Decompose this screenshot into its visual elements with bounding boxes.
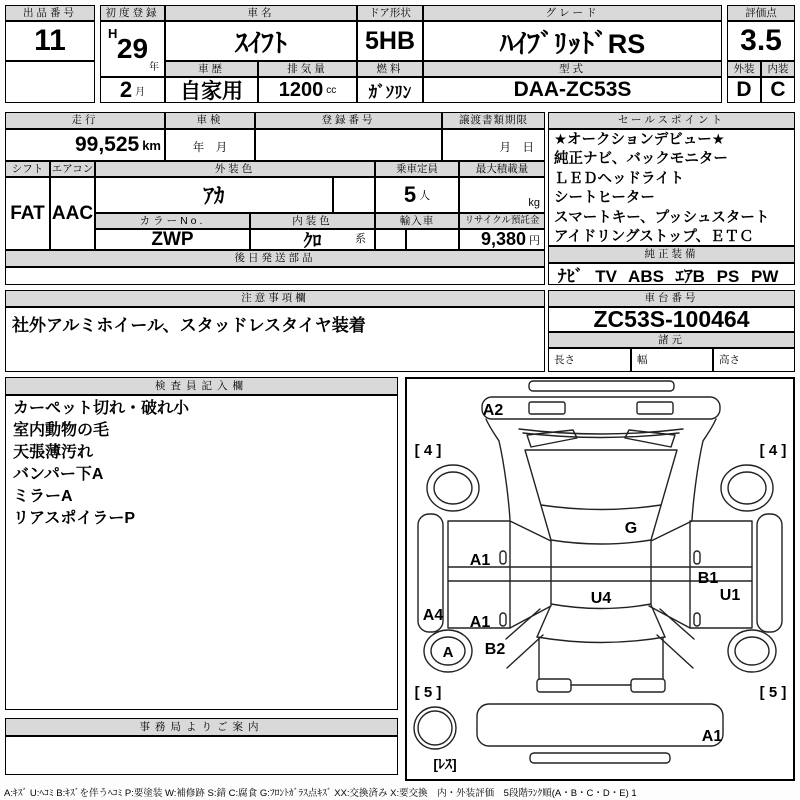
score-header: 評価点 [727,5,795,21]
exterior-color-header: 外装色 [95,161,375,177]
mark-left-quarter: B2 [484,641,506,658]
first-reg-year-cell [100,21,165,77]
specs-header: 諸元 [548,332,795,348]
diagram-border [406,378,794,780]
inspector-line: 天張薄汚れ [13,444,94,461]
capacity-value: 5 [403,182,417,207]
interior-color-value: ｸﾛ [303,230,322,250]
mileage-value: 99,525 [74,133,140,156]
import-header: 輸入車 [375,213,459,229]
notes-body: 社外アルミホイール、スタッドレスタイヤ装着 [5,307,545,372]
shaken-value: 年 月 [165,129,255,161]
car-name-value: ｽｲﾌﾄ [165,21,357,61]
first-reg-month-unit: 月 [135,86,146,98]
recycle-cell [459,229,545,250]
interior-grade-header: 内装 [761,61,795,77]
mark-right-quarter: U1 [719,587,741,604]
office-body [5,736,398,775]
model-code-value: DAA-ZC53S [423,77,722,103]
mileage-cell [5,129,165,161]
inspector-line: ミラーA [13,488,73,505]
interior-color-suffix: 系 [355,233,366,245]
notes-header: 注意事項欄 [5,290,545,307]
sales-point-line: ＬＥＤヘッドライト [554,170,685,187]
mileage-header: 走行 [5,112,165,129]
payload-header: 最大積載量 [459,161,545,177]
grade-header: グレード [423,5,722,21]
displacement-unit: cc [326,84,337,96]
door-value: 5HB [357,21,423,61]
mark-tire-front-left: [ 4 ] [414,442,442,459]
mark-tire-rear-left: [ 5 ] [414,684,442,701]
grade-value: ﾊｲﾌﾞﾘｯﾄﾞRS [423,21,722,61]
reg-number-header: 登録番号 [255,112,442,129]
sales-points-header: セールスポイント [548,112,795,129]
lot-number-empty-cell [5,61,95,103]
mileage-unit: km [142,137,161,153]
chassis-value: ZC53S-100464 [548,307,795,332]
displacement-cell [258,77,357,103]
import-cell-1 [375,229,406,250]
spec-length-cell: 長さ [548,348,631,372]
fuel-value: ｶﾞｿﾘﾝ [357,77,423,103]
sales-point-line: シートヒーター [554,190,655,207]
mark-right-side: B1 [697,570,719,587]
score-value: 3.5 [727,21,795,61]
model-code-header: 型式 [423,61,722,77]
color-no-value: ZWP [95,229,250,250]
office-header: 事務局よりご案内 [5,718,398,736]
inspector-body [5,395,398,710]
ac-header: エアコン [50,161,95,177]
chassis-header: 車台番号 [548,290,795,307]
shift-header: シフト [5,161,50,177]
history-header: 車歴 [165,61,258,77]
inspector-line: リアスポイラーP [13,510,136,527]
exterior-color-empty-cell [333,177,375,213]
inspector-header: 検査員記入欄 [5,377,398,395]
fuel-header: 燃料 [357,61,423,77]
import-cell-2 [406,229,459,250]
recycle-unit: 円 [529,234,540,247]
sales-point-line: 純正ナビ、バックモニター [554,151,728,168]
shift-value: FAT [5,177,50,250]
mark-spare-tire: [ﾚｽ] [433,756,457,772]
transfer-deadline-value: 月 日 [442,129,545,161]
sales-point-line: ★オークションデビュー★ [554,132,725,148]
sales-point-line: スマートキー、プッシュスタート [554,209,770,226]
first-reg-month: 2 [119,77,133,102]
sales-point-line: アイドリングストップ、ＥＴＣ [554,229,754,246]
transfer-deadline-header: 譲渡書類期限 [442,112,545,129]
displacement-value: 1200 [278,78,324,101]
sales-points-body [548,129,795,246]
first-reg-month-cell [100,77,165,103]
later-parts-value [5,267,545,285]
exterior-grade-value: D [727,77,761,103]
later-parts-header: 後日発送部品 [5,250,545,267]
damage-code-legend: A:ｷｽﾞ U:ﾍｺﾐ B:ｷｽﾞを伴うﾍｺﾐ P:要塗装 W:補修跡 S:錆 C:腐食 G:ﾌﾛﾝﾄｶﾞﾗｽ点ｷｽﾞ XX:交換済み X:要交換 内・外装評価 5段階ﾗﾝｸ順(A・B・C・D・E) 1 [4,788,637,799]
first-reg-year-unit: 年 [149,62,159,73]
equipment-value: ﾅﾋﾞ TV ABS ｴｱB PS PW [548,263,795,285]
capacity-unit: 人 [419,190,431,202]
shaken-header: 車検 [165,112,255,129]
interior-grade-value: C [761,77,795,103]
interior-color-cell [250,229,375,250]
first-reg-header: 初度登録 [100,5,165,21]
capacity-header: 乗車定員 [375,161,459,177]
mark-left-sill: A4 [422,607,444,624]
first-reg-year: 29 [116,33,149,64]
displacement-header: 排気量 [258,61,357,77]
inspector-line: 室内動物の毛 [13,422,110,439]
car-name-header: 車名 [165,5,357,21]
payload-unit-cell: kg [459,177,545,213]
mark-tire-rear-right: [ 5 ] [759,684,787,701]
inspector-line: バンパー下A [13,466,104,483]
interior-color-header: 内装色 [250,213,375,229]
mark-tire-front-right: [ 4 ] [759,442,787,459]
capacity-cell [375,177,459,213]
mark-front-bumper: A2 [482,402,504,419]
spec-height-cell: 高さ [713,348,795,372]
mark-roof: U4 [590,590,612,607]
recycle-value: 9,380 [480,229,526,249]
history-value: 自家用 [165,77,258,103]
mark-rear-left-wheel: A [442,644,454,661]
mark-rear-door-left: A1 [469,614,491,631]
inspector-line: カーペット切れ・破れ小 [13,400,190,417]
door-header: ドア形状 [357,5,423,21]
equipment-header: 純正装備 [548,246,795,263]
lot-number-value: 11 [5,21,95,61]
spec-width-cell: 幅 [631,348,713,372]
exterior-color-value: ｱｶ [95,177,333,213]
first-reg-era: H [108,26,118,41]
ac-value: AAC [50,177,95,250]
color-no-header: カラーNo. [95,213,250,229]
exterior-grade-header: 外装 [727,61,761,77]
lot-number-header: 出品番号 [5,5,95,21]
mark-rear-bumper: A1 [701,728,723,745]
mark-windshield: G [624,520,638,537]
recycle-header: リサイクル預託金 [459,213,545,229]
mark-front-door-left: A1 [469,552,491,569]
reg-number-value [255,129,442,161]
car-damage-diagram [405,377,795,781]
